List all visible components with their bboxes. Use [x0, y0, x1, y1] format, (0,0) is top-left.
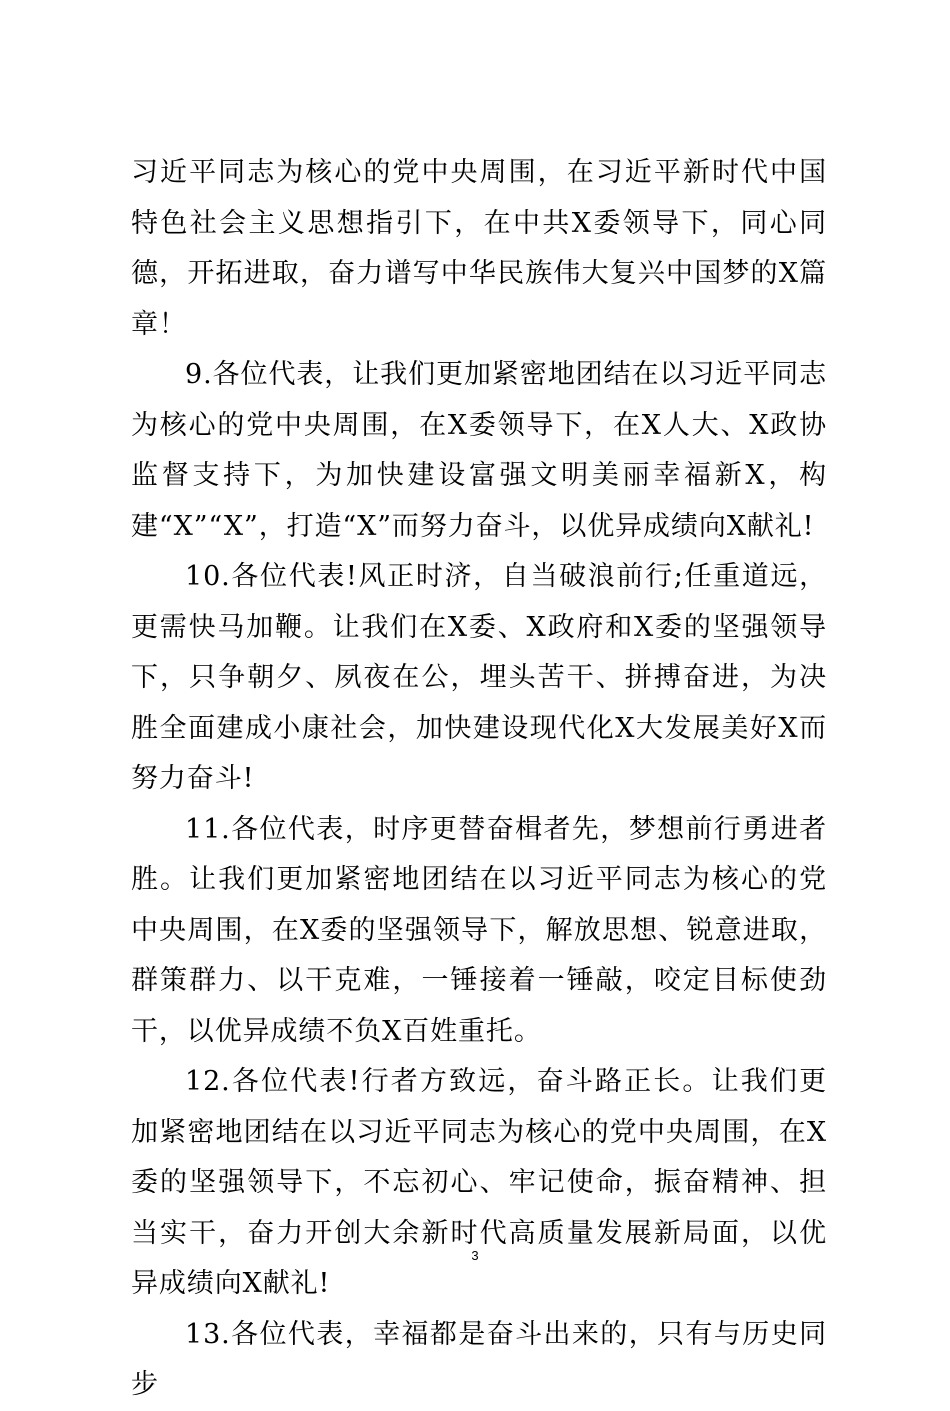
paragraph-item-11: 11.各位代表，时序更替奋楫者先，梦想前行勇进者胜。让我们更加紧密地团结在以习近平同志为核心的党中央周围，在X委的坚强领导下，解放思想、锐意进取，群策群力、以干克难，一锤接着一锤敲，咬定目标使劲干，以优异成绩不负X百姓重托。 [131, 813, 827, 1047]
paragraph-item-9: 9.各位代表，让我们更加紧密地团结在以习近平同志为核心的党中央周围，在X委领导下，在X人大、X政协监督支持下，为加快建设富强文明美丽幸福新X，构建“X”“X”，打造“X”而努力奋斗，以优异成绩向X献礼! [131, 359, 827, 542]
paragraph-item-12: 12.各位代表!行者方致远，奋斗路正长。让我们更加紧密地团结在以习近平同志为核心的党中央周围，在X委的坚强领导下，不忘初心、牢记使命，振奋精神、担当实干，奋力开创大余新时代高质量发展新局面，以优异成绩向X献礼! [131, 1066, 827, 1299]
paragraph-item-13: 13.各位代表，幸福都是奋斗出来的，只有与历史同步 [131, 1318, 827, 1400]
paragraph-continuation: 习近平同志为核心的党中央周围，在习近平新时代中国特色社会主义思想指引下，在中共X委领导下，同心同德，开拓进取，奋力谱写中华民族伟大复兴中国梦的X篇章！ [131, 157, 827, 340]
document-body [131, 148, 827, 1411]
paragraph-item-10: 10.各位代表!风正时济，自当破浪前行;任重道远，更需快马加鞭。让我们在X委、X政府和X委的坚强领导下，只争朝夕、夙夜在公，埋头苦干、拼搏奋进，为决胜全面建成小康社会，加快建设现代化X大发展美好X而努力奋斗! [131, 561, 827, 794]
page-number: 3 [471, 1248, 479, 1263]
